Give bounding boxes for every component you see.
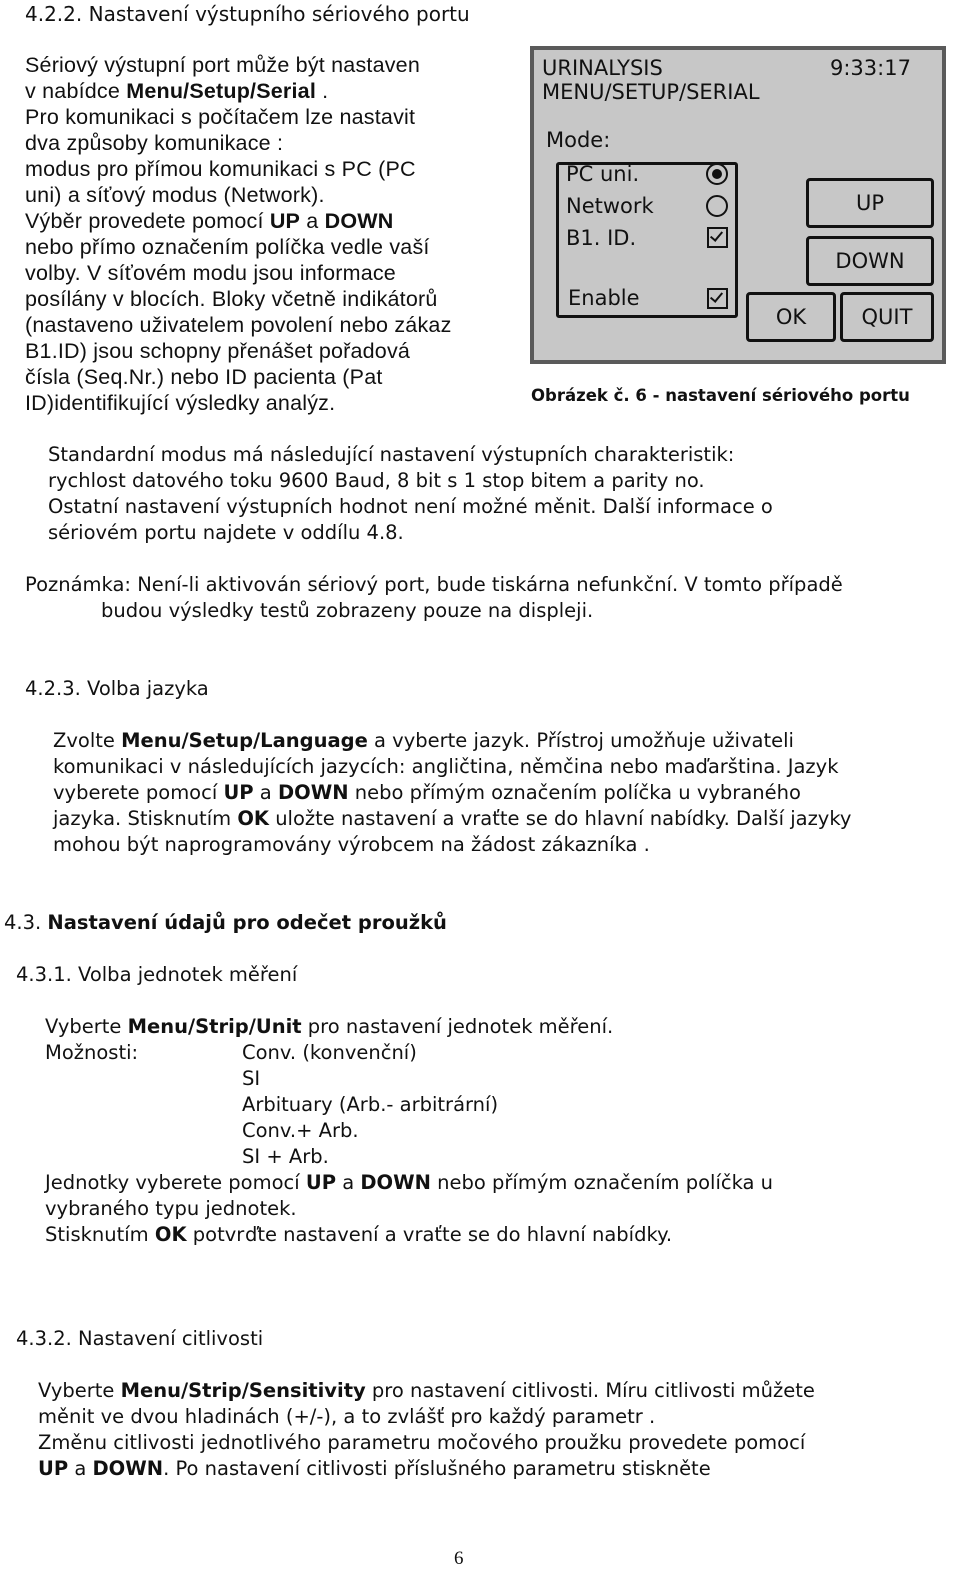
text-line: Stisknutím OK potvrďte nastavení a vraťte se do hlavní nabídky. bbox=[45, 1223, 673, 1246]
text-line: vyberete pomocí UP a DOWN nebo přímým označením políčka u vybraného bbox=[53, 781, 801, 804]
text-line: nebo přímo označením políčka vedle vaší bbox=[25, 235, 430, 259]
text-line: Standardní modus má následující nastavení výstupních charakteristik: bbox=[48, 443, 735, 466]
text-line: sériovém portu najdete v oddílu 4.8. bbox=[48, 521, 404, 544]
pc-uni-radio[interactable] bbox=[706, 163, 728, 185]
option-b1-id-label: B1. ID. bbox=[566, 226, 637, 250]
text-line: jazyka. Stisknutím OK uložte nastavení a vraťte se do hlavní nabídky. Další jazyky bbox=[53, 807, 852, 830]
text-line: Poznámka: Není-li aktivován sériový port, bude tiskárna nefunkční. V tomto případě bbox=[25, 573, 843, 596]
text-line: Změnu citlivosti jednotlivého parametru močového proužku provedete pomocí bbox=[38, 1431, 806, 1454]
option-network-label: Network bbox=[566, 194, 654, 218]
unit-option: Arbituary (Arb.- arbitrární) bbox=[242, 1093, 499, 1116]
text-line: měnit ve dvou hladinách (+/-), a to zvlášť pro každý parametr . bbox=[38, 1405, 656, 1428]
text-line: ID)identifikující výsledky analýz. bbox=[25, 391, 336, 415]
unit-option: Conv.+ Arb. bbox=[242, 1119, 359, 1142]
text-line: Zvolte Menu/Setup/Language a vyberte jazyk. Přístroj umožňuje uživateli bbox=[53, 729, 794, 752]
unit-option: SI + Arb. bbox=[242, 1145, 329, 1168]
network-radio[interactable] bbox=[706, 195, 728, 217]
text-line: Sériový výstupní port může být nastaven bbox=[25, 53, 420, 77]
text-line: Vyberte Menu/Strip/Sensitivity pro nastavení citlivosti. Míru citlivosti můžete bbox=[38, 1379, 815, 1402]
device-clock: 9:33:17 bbox=[830, 56, 911, 80]
figure-caption: Obrázek č. 6 - nastavení sériového portu bbox=[531, 386, 910, 405]
section-heading-4-3-2: 4.3.2. Nastavení citlivosti bbox=[16, 1327, 264, 1350]
section-heading-4-2-2: 4.2.2. Nastavení výstupního sériového portu bbox=[25, 2, 470, 26]
device-title: URINALYSIS bbox=[542, 56, 663, 80]
text-line: rychlost datového toku 9600 Baud, 8 bit s 1 stop bitem a parity no. bbox=[48, 469, 705, 492]
up-button[interactable]: UP bbox=[806, 178, 934, 228]
text-line: modus pro přímou komunikaci s PC (PC bbox=[25, 157, 416, 181]
text-line: uni) a síťový modus (Network). bbox=[25, 183, 325, 207]
ok-button[interactable]: OK bbox=[746, 292, 836, 342]
text-line: Pro komunikaci s počítačem lze nastavit bbox=[25, 105, 416, 129]
down-button[interactable]: DOWN bbox=[806, 236, 934, 286]
text-line: Výběr provedete pomocí UP a DOWN bbox=[25, 209, 394, 233]
options-label: Možnosti: bbox=[45, 1041, 139, 1064]
text-line: volby. V síťovém modu jsou informace bbox=[25, 261, 396, 285]
page-number: 6 bbox=[454, 1548, 464, 1569]
text-line: Ostatní nastavení výstupních hodnot není možné měnit. Další informace o bbox=[48, 495, 773, 518]
b1-id-checkbox[interactable] bbox=[707, 227, 728, 248]
device-menu-path: MENU/SETUP/SERIAL bbox=[542, 80, 760, 104]
text-line: budou výsledky testů zobrazeny pouze na displeji. bbox=[101, 599, 594, 622]
text-line: čísla (Seq.Nr.) nebo ID pacienta (Pat bbox=[25, 365, 383, 389]
section-heading-4-3-1: 4.3.1. Volba jednotek měření bbox=[16, 963, 298, 986]
unit-option: SI bbox=[242, 1067, 261, 1090]
unit-option: Conv. (konvenční) bbox=[242, 1041, 417, 1064]
text-line: vybraného typu jednotek. bbox=[45, 1197, 297, 1220]
device-screen-figure bbox=[530, 46, 946, 364]
text-line: v nabídce Menu/Setup/Serial . bbox=[25, 79, 329, 103]
text-line: posílány v blocích. Bloky včetně indikátorů bbox=[25, 287, 438, 311]
section-heading-4-2-3: 4.2.3. Volba jazyka bbox=[25, 677, 209, 700]
section-heading-4-3: 4.3. Nastavení údajů pro odečet proužků bbox=[4, 911, 447, 934]
text-line: Vyberte Menu/Strip/Unit pro nastavení jednotek měření. bbox=[45, 1015, 614, 1038]
text-line: B1.ID) jsou schopny přenášet pořadová bbox=[25, 339, 411, 363]
text-line: komunikaci v následujících jazycích: angličtina, němčina nebo maďarština. Jazyk bbox=[53, 755, 839, 778]
enable-label: Enable bbox=[568, 286, 640, 310]
option-pc-uni-label: PC uni. bbox=[566, 162, 640, 186]
text-line: Jednotky vyberete pomocí UP a DOWN nebo přímým označením políčka u bbox=[45, 1171, 774, 1194]
text-line: dva způsoby komunikace : bbox=[25, 131, 284, 155]
enable-checkbox[interactable] bbox=[707, 288, 728, 309]
text-line: mohou být naprogramovány výrobcem na žádost zákazníka . bbox=[53, 833, 650, 856]
quit-button[interactable]: QUIT bbox=[840, 292, 934, 342]
text-line: UP a DOWN. Po nastavení citlivosti příslušného parametru stiskněte bbox=[38, 1457, 711, 1480]
mode-label: Mode: bbox=[546, 128, 611, 152]
text-line: (nastaveno uživatelem povolení nebo zákaz bbox=[25, 313, 452, 337]
